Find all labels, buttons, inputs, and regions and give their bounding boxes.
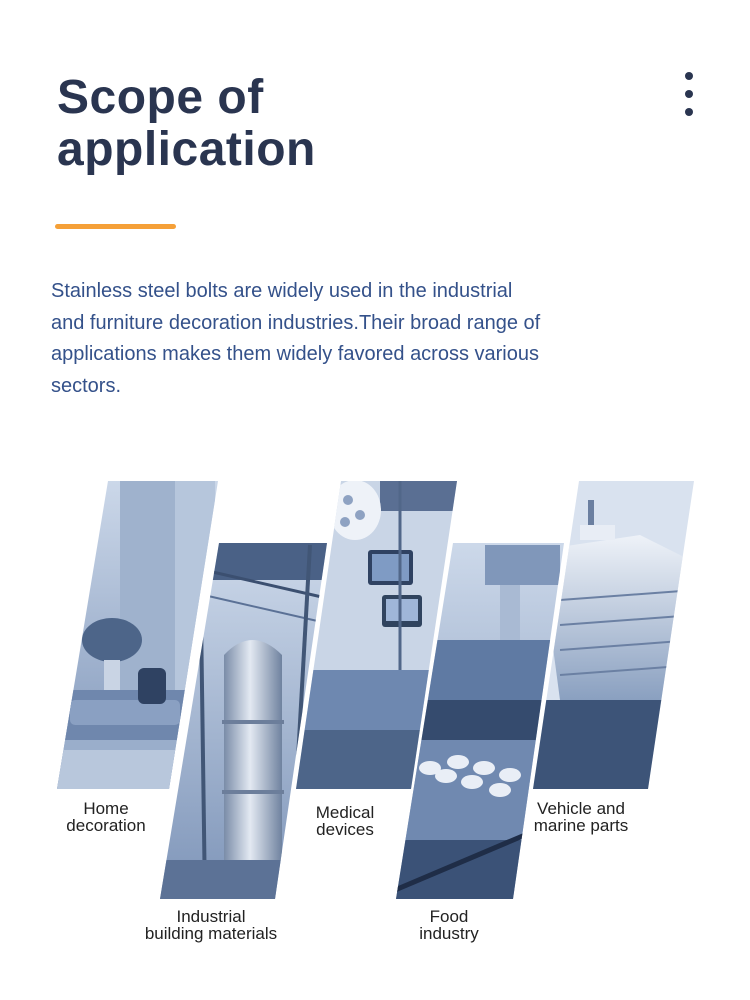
- caption-line: Medical: [315, 803, 375, 822]
- caption-line: Industrial: [176, 907, 246, 926]
- description-text: Stainless steel bolts are widely used in the industrial and furniture decoration industries.Their broad range of applications makes them widely favored across various sectors.: [51, 280, 541, 397]
- caption-line: devices: [316, 820, 374, 839]
- caption-industrial-building-materials: [131, 908, 291, 942]
- caption-food-industry: [399, 908, 499, 942]
- caption-line: Home: [83, 799, 129, 818]
- page-title-line1: Scope of: [57, 71, 264, 124]
- caption-home-decoration: [46, 800, 166, 834]
- caption-line: Vehicle and: [537, 799, 625, 818]
- caption-line: building materials: [144, 924, 278, 943]
- caption-line: marine parts: [533, 816, 629, 835]
- caption-line: industry: [419, 924, 479, 943]
- caption-medical-devices: [290, 804, 400, 838]
- caption-vehicle-marine-parts: [521, 800, 641, 834]
- page-title-line2: application: [57, 123, 316, 176]
- caption-line: decoration: [66, 816, 146, 835]
- vehicle-marine-parts-image: [528, 475, 700, 795]
- caption-line: Food: [429, 907, 469, 926]
